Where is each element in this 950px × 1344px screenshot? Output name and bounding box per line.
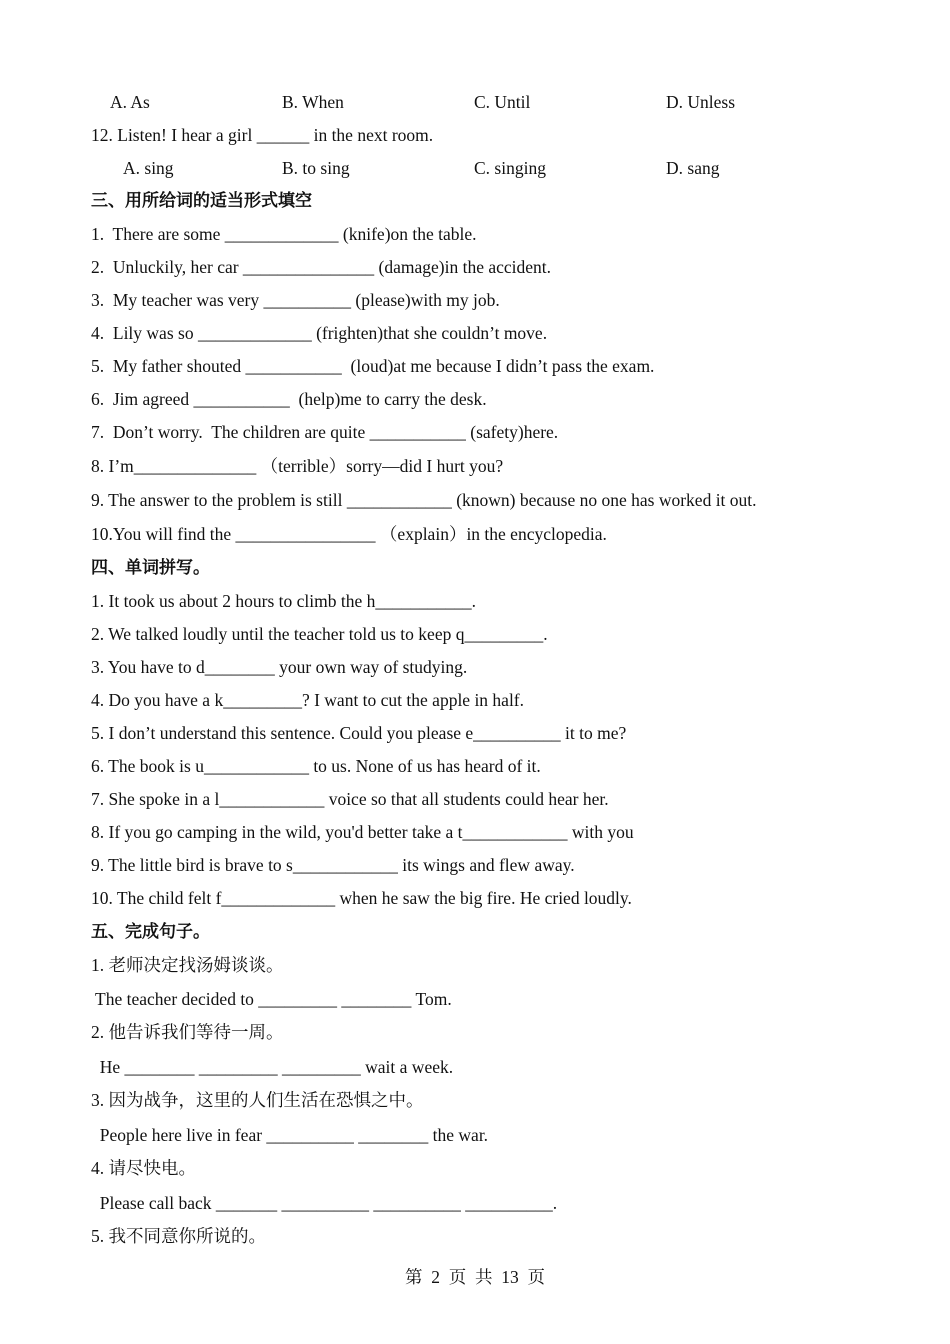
section3-item-4: 4. Lily was so _____________ (frighten)that she couldn’t move. — [91, 323, 548, 343]
section3-item-10: 10.You will find the ________________ （explain）in the encyclopedia. — [91, 524, 607, 544]
page-footer: 第 2 页 共 13 页 — [405, 1267, 545, 1287]
section5-item-1-english: The teacher decided to _________ ________ Tom. — [91, 989, 452, 1009]
section3-title: 三、用所给词的适当形式填空 — [91, 191, 312, 211]
q11-option-c: C. Until — [474, 92, 531, 112]
q12-option-a: A. sing — [123, 158, 174, 178]
section4-item-1: 1. It took us about 2 hours to climb the h___________. — [91, 591, 476, 611]
section4-item-2: 2. We talked loudly until the teacher told us to keep q_________. — [91, 624, 548, 644]
section3-item-6: 6. Jim agreed ___________ (help)me to carry the desk. — [91, 389, 487, 409]
section5-title: 五、完成句子。 — [91, 922, 210, 942]
section5-item-4-chinese: 4. 请尽快电。 — [91, 1158, 196, 1178]
q12-option-d: D. sang — [666, 158, 720, 178]
section4-title: 四、单词拼写。 — [91, 558, 210, 578]
section4-item-8: 8. If you go camping in the wild, you'd better take a t____________ with you — [91, 822, 634, 842]
section4-item-4: 4. Do you have a k_________? I want to cut the apple in half. — [91, 690, 525, 710]
section4-item-10: 10. The child felt f_____________ when he saw the big fire. He cried loudly. — [91, 888, 632, 908]
section5-item-2-chinese: 2. 他告诉我们等待一周。 — [91, 1022, 284, 1042]
section5-item-3-chinese: 3. 因为战争，这里的人们生活在恐惧之中。 — [91, 1090, 424, 1110]
section4-item-9: 9. The little bird is brave to s____________ its wings and flew away. — [91, 855, 575, 875]
section5-item-5-chinese: 5. 我不同意你所说的。 — [91, 1226, 266, 1246]
section3-item-1: 1. There are some _____________ (knife)on the table. — [91, 224, 477, 244]
section5-item-1-chinese: 1. 老师决定找汤姆谈谈。 — [91, 955, 284, 975]
section3-item-7: 7. Don’t worry. The children are quite ___________ (safety)here. — [91, 422, 559, 442]
section3-item-3: 3. My teacher was very __________ (please)with my job. — [91, 290, 500, 310]
section3-item-5: 5. My father shouted ___________ (loud)at me because I didn’t pass the exam. — [91, 356, 655, 376]
section5-item-3-english: People here live in fear __________ ________ the war. — [91, 1125, 489, 1145]
q12-option-b: B. to sing — [282, 158, 350, 178]
section3-item-9: 9. The answer to the problem is still ____________ (known) because no one has worked it out. — [91, 490, 757, 510]
q12-stem: 12. Listen! I hear a girl ______ in the next room. — [91, 125, 434, 145]
section4-item-7: 7. She spoke in a l____________ voice so that all students could hear her. — [91, 789, 609, 809]
section3-item-8: 8. I’m______________ （terrible）sorry—did I hurt you? — [91, 456, 504, 476]
section4-item-3: 3. You have to d________ your own way of studying. — [91, 657, 468, 677]
section3-item-2: 2. Unluckily, her car _______________ (damage)in the accident. — [91, 257, 552, 277]
section5-item-4-english: Please call back _______ __________ __________ __________. — [91, 1193, 558, 1213]
q12-option-c: C. singing — [474, 158, 546, 178]
section4-item-6: 6. The book is u____________ to us. None of us has heard of it. — [91, 756, 541, 776]
section5-item-2-english: He ________ _________ _________ wait a week. — [91, 1057, 454, 1077]
q11-option-a: A. As — [110, 92, 150, 112]
q11-option-d: D. Unless — [666, 92, 736, 112]
q11-option-b: B. When — [282, 92, 344, 112]
section4-item-5: 5. I don’t understand this sentence. Could you please e__________ it to me? — [91, 723, 627, 743]
